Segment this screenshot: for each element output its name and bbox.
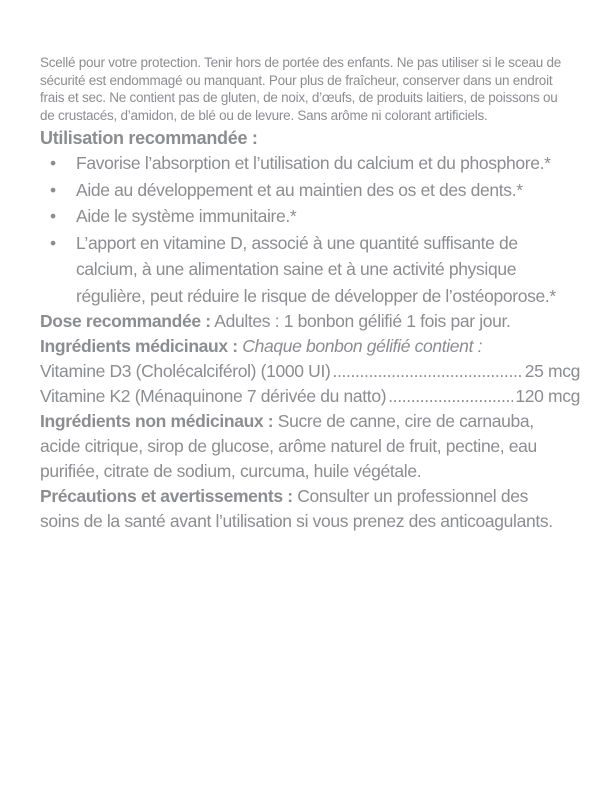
dose-text: Adultes : 1 bonbon gélifié 1 fois par jour. bbox=[210, 311, 511, 332]
dot-leader bbox=[388, 384, 513, 409]
bullet-icon: • bbox=[50, 153, 56, 174]
bullet-icon: • bbox=[50, 206, 56, 227]
list-item bbox=[40, 150, 570, 177]
ingredient-name: Vitamine D3 (Cholécalciférol) (1000 UI) bbox=[40, 361, 331, 382]
non-medicinal-label: Ingrédients non médicinaux : bbox=[40, 411, 274, 432]
bullet-icon: • bbox=[50, 179, 56, 200]
usage-heading: Utilisation recommandée : bbox=[40, 128, 258, 149]
usage-claim: Aide le système immunitaire.* bbox=[76, 206, 297, 227]
usage-claim: Aide au développement et au maintien des os et des dents.* bbox=[76, 179, 523, 200]
bullet-icon: • bbox=[50, 232, 56, 253]
non-medicinal-section bbox=[40, 409, 570, 484]
ingredient-row bbox=[40, 359, 580, 384]
list-item bbox=[40, 203, 570, 230]
ingredient-name: Vitamine K2 (Ménaquinone 7 dérivée du natto) bbox=[40, 386, 387, 407]
dose-section bbox=[40, 309, 570, 334]
medicinal-ingredients-header bbox=[40, 334, 570, 359]
dot-leader bbox=[332, 359, 522, 384]
usage-claim: Favorise l’absorption et l’utilisation du calcium et du phosphore.* bbox=[76, 153, 551, 174]
medicinal-label: Ingrédients médicinaux : bbox=[40, 336, 238, 357]
safety-notice: Scellé pour votre protection. Tenir hors de portée des enfants. Ne pas utiliser si le sceau de sécurité est endommagé ou manquant. Pour plus de fraîcheur, conserver dans un endroit frais et sec. Ne contient pas de gluten, de noix, d’œufs, de produits laitiers, de poissons ou de crustacés, d’amidon, de blé ou de levure. Sans arôme ni colorant artificiels. bbox=[40, 55, 562, 123]
usage-claim: L’apport en vitamine D, associé à une quantité suffisante de calcium, à une alimentation saine et à une activité physique régulière, peut réduire le risque de développer de l’ostéoporose.* bbox=[76, 232, 556, 306]
precautions-label: Précautions et avertissements : bbox=[40, 486, 293, 507]
usage-list bbox=[40, 150, 570, 309]
precautions-text: Consulter un professionnel des soins de la santé avant l’utilisation si vous prenez des anticoagulants. bbox=[40, 486, 553, 532]
non-medicinal-text: Sucre de canne, cire de carnauba, acide citrique, sirop de glucose, arôme naturel de fruit, pectine, eau purifiée, citrate de sodium, curcuma, huile végétale. bbox=[40, 411, 537, 482]
ingredient-row bbox=[40, 384, 580, 409]
ingredient-amount: 25 mcg bbox=[524, 361, 580, 382]
list-item bbox=[40, 177, 570, 204]
list-item bbox=[40, 230, 570, 310]
ingredient-amount: 120 mcg bbox=[515, 386, 580, 407]
medicinal-intro: Chaque bonbon gélifié contient : bbox=[237, 336, 483, 357]
precautions-section bbox=[40, 484, 570, 534]
dose-label: Dose recommandée : bbox=[40, 311, 211, 332]
